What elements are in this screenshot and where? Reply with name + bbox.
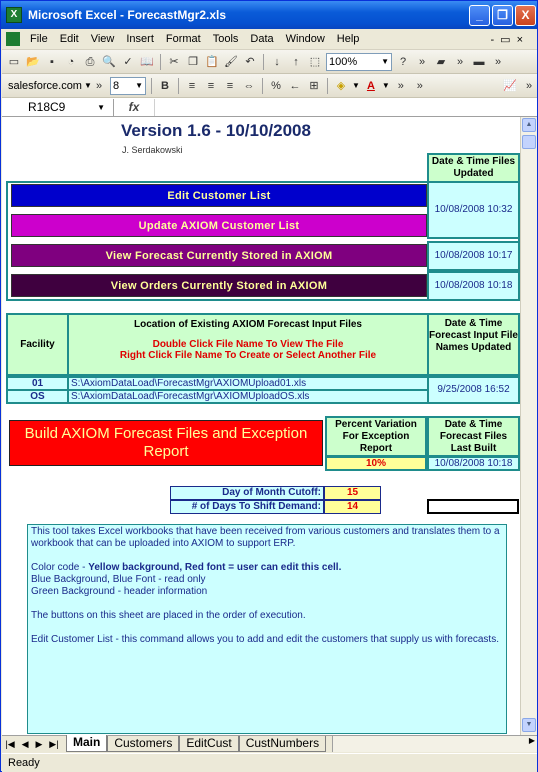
window-title: Microsoft Excel - ForecastMgr2.xls — [28, 8, 227, 22]
day-of-month-cutoff-input[interactable]: 15 — [324, 486, 381, 500]
facility-header: Facility — [6, 313, 69, 376]
file-path-01[interactable]: S:\AxiomDataLoad\ForecastMgr\AXIOMUpload01.xls — [67, 376, 429, 391]
toolbar-separator — [263, 54, 264, 70]
line-icon[interactable]: ▬ — [473, 55, 485, 68]
drawing-icon[interactable]: ⬚ — [309, 55, 321, 68]
file-path-os[interactable]: S:\AxiomDataLoad\ForecastMgr\AXIOMUploadOS.xls — [67, 389, 429, 404]
folder-icon[interactable]: ▰ — [436, 55, 446, 68]
font-size-value: 8 — [113, 79, 120, 92]
instruction-double-click: Double Click File Name To View The File — [152, 339, 344, 350]
selected-cell[interactable] — [427, 499, 519, 514]
sheet-tabs-bar — [2, 735, 537, 753]
menu-edit[interactable]: Edit — [59, 33, 79, 45]
new-icon[interactable]: ▭ — [8, 55, 20, 68]
view-orders-button[interactable]: View Orders Currently Stored in AXIOM — [11, 274, 427, 297]
instructions-notes — [27, 524, 507, 734]
cut-icon[interactable]: ✂ — [169, 55, 179, 68]
chevron-down-icon: ▼ — [97, 102, 105, 112]
spelling-icon[interactable]: ✓ — [123, 55, 133, 68]
help-icon[interactable]: ? — [399, 55, 407, 68]
chevron-down-icon[interactable]: ▼ — [381, 81, 390, 90]
chevron-down-icon: ▼ — [135, 80, 143, 90]
cell-reference: R18C9 — [28, 99, 66, 114]
menu-data[interactable]: Data — [250, 33, 274, 45]
name-box[interactable] — [2, 99, 114, 116]
location-header-title: Location of Existing AXIOM Forecast Input Files — [134, 319, 362, 330]
tab-custnumbers[interactable]: CustNumbers — [239, 736, 326, 752]
menu-help[interactable]: Help — [336, 33, 360, 45]
toolbar-options-icon[interactable]: » — [416, 79, 423, 92]
percent-variation-input[interactable]: 10% — [325, 456, 427, 471]
toolbar-options-icon[interactable]: » — [456, 55, 464, 68]
toolbar-separator — [327, 78, 328, 94]
tab-main[interactable]: Main — [66, 735, 107, 752]
toolbar-options-icon[interactable]: » — [418, 55, 426, 68]
standard-toolbar — [2, 50, 537, 74]
print-icon[interactable]: ⎙ — [85, 55, 95, 68]
file-names-updated-header: Date & Time Forecast Input File Names Updated — [427, 313, 520, 376]
toolbar-separator — [178, 78, 179, 94]
salesforce-menu[interactable] — [6, 77, 92, 95]
fill-color-icon[interactable]: ◈ — [336, 79, 346, 92]
menu-bar — [2, 29, 537, 50]
excel-app-icon[interactable]: X — [6, 7, 22, 23]
copy-icon[interactable]: ❐ — [188, 55, 198, 68]
facility-01: 01 — [6, 376, 69, 391]
first-sheet-icon[interactable]: |◀ — [5, 738, 15, 749]
chart-wizard-icon[interactable]: 📈 — [503, 79, 517, 92]
toolbar-options-icon[interactable]: » — [494, 55, 502, 68]
increase-decimal-icon[interactable]: ← — [289, 79, 301, 92]
view-forecast-button[interactable]: View Forecast Currently Stored in AXIOM — [11, 244, 427, 267]
borders-icon[interactable]: ⊞ — [309, 79, 319, 92]
toolbar-options-icon[interactable]: » — [525, 79, 533, 92]
menu-file[interactable]: File — [30, 33, 48, 45]
instruction-right-click: Right Click File Name To Create or Select Another File — [119, 350, 377, 361]
percent-icon[interactable]: % — [271, 79, 281, 92]
last-built-header: Date & Time Forecast Files Last Built — [427, 416, 520, 457]
align-left-icon[interactable]: ≡ — [188, 79, 196, 92]
toolbar-separator — [151, 78, 152, 94]
author-name: J. Serdakowski — [122, 145, 183, 155]
last-built-date: 10/08/2008 10:18 — [427, 456, 520, 471]
merge-center-icon[interactable]: ⇔ — [243, 79, 255, 92]
notes-color-code-prefix: Color code - — [31, 562, 89, 573]
research-icon[interactable]: 📖 — [140, 55, 154, 68]
horizontal-scrollbar[interactable] — [332, 736, 537, 752]
date-cell-3: 10/08/2008 10:18 — [427, 271, 520, 301]
chevron-down-icon: ▼ — [381, 56, 389, 66]
salesforce-label: salesforce.com — [8, 79, 82, 92]
scroll-right-icon[interactable]: ▶ — [528, 736, 535, 745]
version-title: Version 1.6 - 10/10/2008 — [121, 121, 311, 140]
sort-descending-icon[interactable]: ↑ — [293, 55, 299, 68]
menu-format[interactable]: Format — [165, 33, 201, 45]
percent-variation-header: Percent Variation For Exception Report — [325, 416, 427, 457]
toolbar-options-icon[interactable]: » — [95, 79, 103, 92]
status-bar — [2, 753, 537, 772]
location-header — [67, 313, 429, 376]
workbook-icon[interactable] — [6, 32, 20, 46]
status-text: Ready — [8, 757, 40, 769]
chevron-down-icon[interactable]: ▼ — [352, 81, 360, 90]
title-bar — [1, 1, 537, 29]
notes-edit-customer: Edit Customer List - this command allows you to add and edit the customers that supply us with forecasts. — [31, 634, 499, 645]
vertical-scrollbar[interactable] — [520, 117, 537, 735]
prev-sheet-icon[interactable]: ◀ — [21, 738, 29, 749]
minimize-button[interactable]: _ — [469, 5, 490, 26]
format-painter-icon[interactable]: 🖌 — [224, 55, 238, 68]
font-size-select[interactable] — [110, 77, 146, 95]
undo-icon[interactable]: ↶ — [245, 55, 255, 68]
workbook-window-controls[interactable]: -▭× — [490, 33, 529, 46]
toolbar-options-icon[interactable]: » — [397, 79, 404, 92]
font-color-icon[interactable]: A — [366, 79, 375, 92]
paste-icon[interactable]: 📋 — [205, 55, 219, 68]
notes-intro: This tool takes Excel workbooks that have been received from various customers and translates them to a workbook that can be uploaded into AXIOM to support ERP. — [31, 526, 500, 549]
next-sheet-icon[interactable]: ▶ — [35, 738, 43, 749]
formula-bar — [2, 98, 537, 117]
notes-color-code — [31, 562, 503, 574]
scroll-up-icon[interactable]: ▲ — [522, 118, 536, 132]
date-time-header: Date & Time Files Updated — [427, 153, 520, 183]
notes-buttons: The buttons on this sheet are placed in the order of execution. — [31, 610, 306, 621]
close-button[interactable]: X — [515, 5, 536, 26]
days-to-shift-label: # of Days To Shift Demand: — [170, 500, 324, 514]
facility-os: OS — [6, 389, 69, 404]
chevron-down-icon: ▼ — [83, 80, 92, 90]
open-icon[interactable]: 📂 — [26, 55, 40, 68]
last-sheet-icon[interactable]: ▶| — [49, 738, 59, 749]
zoom-value: 100% — [329, 55, 358, 68]
tab-customers[interactable]: Customers — [107, 736, 179, 752]
maximize-button[interactable]: ❐ — [492, 5, 513, 26]
notes-color-code-bold: Yellow background, Red font = user can edit this cell. — [88, 562, 342, 573]
formula-input[interactable] — [154, 99, 537, 116]
permission-icon[interactable]: ◔ — [67, 55, 75, 68]
menu-insert[interactable]: Insert — [126, 33, 154, 45]
toolbar-separator — [262, 78, 263, 94]
notes-blue: Blue Background, Blue Font - read only — [31, 574, 206, 585]
tab-editcust[interactable]: EditCust — [179, 736, 238, 752]
days-to-shift-input[interactable]: 14 — [324, 500, 381, 514]
tab-navigation — [2, 736, 62, 752]
scroll-down-icon[interactable]: ▼ — [522, 718, 536, 732]
build-axiom-forecast-button[interactable]: Build AXIOM Forecast Files and Exception Report — [9, 420, 323, 466]
date-cell-1: 10/08/2008 10:32 — [427, 181, 520, 239]
menu-window[interactable]: Window — [285, 33, 325, 45]
worksheet[interactable] — [2, 117, 520, 735]
scroll-thumb[interactable] — [522, 135, 536, 149]
toolbar-separator — [160, 54, 161, 70]
print-preview-icon[interactable]: 🔍 — [102, 55, 116, 68]
update-axiom-customer-list-button[interactable]: Update AXIOM Customer List — [11, 214, 427, 237]
notes-green: Green Background - header information — [31, 586, 208, 597]
menu-view[interactable]: View — [90, 33, 115, 45]
formatting-toolbar — [2, 74, 537, 98]
save-icon[interactable]: ▪ — [50, 55, 54, 68]
date-cell-2: 10/08/2008 10:17 — [427, 241, 520, 271]
fx-icon[interactable]: fx — [128, 100, 140, 114]
menu-tools[interactable]: Tools — [212, 33, 239, 45]
edit-customer-list-button[interactable]: Edit Customer List — [11, 184, 427, 207]
bold-button[interactable]: B — [161, 79, 169, 92]
zoom-select[interactable] — [326, 53, 392, 71]
sort-ascending-icon[interactable]: ↓ — [274, 55, 280, 68]
file-names-updated-date: 9/25/2008 16:52 — [427, 376, 520, 404]
align-right-icon[interactable]: ≡ — [226, 79, 234, 92]
day-of-month-cutoff-label: Day of Month Cutoff: — [170, 486, 324, 500]
align-center-icon[interactable]: ≡ — [207, 79, 215, 92]
